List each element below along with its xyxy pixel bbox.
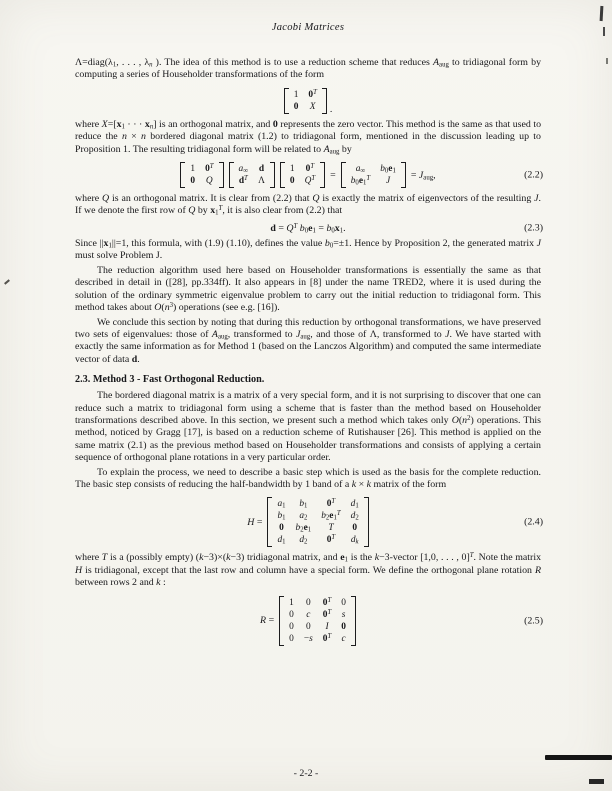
scan-artifact-left-tick (4, 279, 10, 284)
matrix-bracket-right (364, 497, 369, 547)
matrix-cell: 1 (190, 164, 196, 175)
matrix-cell: $d_1$ (277, 535, 286, 547)
matrix-q-right (280, 161, 325, 189)
matrix-cell: 0 (305, 597, 311, 608)
matrix-cell: 1 (289, 164, 295, 175)
equation-2-2 (75, 161, 541, 189)
matrix-cell: 0 (289, 176, 295, 187)
matrix-cell: $0^T$ (305, 162, 315, 175)
paragraph-conclusion-method2: We conclude this section by noting that during this reduction by orthogonal transformations, we have preserved two sets of eigenvalues: those of $A_{aug}$, transformed to $J_{aug}$, and those of Λ, transformed to J. We have started with exactly the same information as for Method 1 (based on the Lanczos Algorithm) and computed the same intermediate vector of data d. (75, 316, 541, 365)
matrix-grid (285, 161, 320, 189)
matrix-cell: $0^T$ (326, 498, 336, 510)
matrix-cell: $a_2$ (299, 511, 308, 523)
matrix-bracket-right (322, 88, 327, 114)
matrix-grid (289, 87, 322, 115)
matrix-cell: $b_0e_1$ (380, 164, 396, 175)
matrix-bracket-right (270, 162, 275, 188)
matrix-cell: J (385, 176, 391, 187)
matrix-r (279, 595, 356, 647)
matrix-grid (272, 496, 363, 548)
matrix-cell: $d_1$ (350, 499, 359, 511)
equation-number-2-3: (2.3) (524, 222, 543, 234)
matrix-cell: $d_k$ (350, 535, 359, 547)
paragraph-orthogonal-x: where $X=[x_1$ · · · $x_n$] is an orthogonal matrix, and 0 represents the zero vector. This method is the same as that used to reduce the n × n bordered diagonal matrix (1.2) to tridiagonal form, mentioned in the discussion leading up to Proposition 1. The resulting tridiagonal form will be related to $A_{aug}$ by (75, 118, 542, 156)
matrix-cell: I (325, 621, 329, 632)
equation-tail: . (329, 103, 333, 115)
running-title: Jacobi Matrices (271, 22, 345, 33)
matrix-h (267, 496, 368, 548)
scan-artifact-bottom-corner (589, 779, 604, 784)
equation-result: = $J_{aug}$, (410, 169, 436, 182)
paragraph-tridiagonal-note: where T is a (possibly empty) (k−3)×(k−3) tridiagonal matrix, and $e_1$ is the k−3-vector [1,0, . . . , 0]$^T$. Note the matrix H is tridiagonal, except that the last row and column have a special form. We define the orthogonal plane rotation R between rows 2 and k : (75, 552, 542, 589)
matrix-cell: 0 (293, 101, 299, 112)
matrix-cell: $a_\infty$ (238, 164, 249, 175)
matrix-cell: $a_1$ (277, 499, 286, 511)
matrix-cell: $0^T$ (322, 632, 332, 644)
equation-row (284, 87, 333, 115)
matrix-grid (234, 161, 270, 189)
matrix-cell: $a_\infty$ (355, 164, 366, 175)
matrix-bracket-right (219, 162, 224, 188)
matrix-cell: c (306, 609, 311, 620)
paragraph-norm-b0: Since $||x_1||=1$, this formula, with (1.9) (1.10), defines the value $b_0=\pm 1$. Hence by Proposition 2, the generated matrix J must solve Problem J. (75, 238, 541, 262)
matrix-cell: 0 (305, 621, 311, 632)
matrix-cell: c (341, 633, 346, 644)
matrix-cell: $d^T$ (238, 174, 248, 187)
equation-number-2-5: (2.5) (524, 615, 543, 627)
equation-row (180, 161, 435, 189)
householder-matrix (284, 87, 327, 115)
equation-lhs: R = (260, 615, 275, 627)
matrix-cell: Q (205, 176, 213, 187)
matrix-cell: 0 (289, 621, 294, 632)
equation-row (260, 595, 356, 647)
matrix-cell: 1 (293, 89, 299, 100)
matrix-bracket-right (401, 162, 406, 188)
matrix-jaug (341, 161, 406, 189)
matrix-cell: d (258, 164, 265, 175)
paragraph-tred2: The reduction algorithm used here based on Householder transformations is essentially the same as that described in detail in ([28], pp.334ff). It also appears in [8] under the name TRED2, where it is used during the solution of the ordinary symmetric eigenvalue problem to carry out the initial reduction to tridiagonal form. This method takes about $O(n^3)$ operations (see e.g. [16]). (75, 264, 541, 314)
paragraph-method3-intro: The bordered diagonal matrix is a matrix of a very special form, and it is not surprising to discover that one can reduce such a matrix to tridiagonal form using a scheme that is faster than the method based on Householder transformations described above. In this section, we present such a method which takes only $O(n^2)$ operations. This method, noticed by Gragg [17], is based on a reduction scheme of Rutishauser [26]. This method is applied on the same matrix (2.1) as the previous method based on Householder transformations and consists of applying a certain sequence of orthogonal plane rotations in a very particular order. (75, 390, 541, 464)
equals-sign: = (330, 169, 336, 181)
matrix-cell: 0 (279, 523, 284, 534)
scan-artifact-bottom-bar (545, 755, 612, 760)
equation-2-4 (75, 496, 541, 548)
equation-2-3 (75, 223, 541, 234)
matrix-cell: 0 (352, 523, 358, 534)
matrix-cell: 0 (341, 621, 346, 632)
matrix-cell: 0 (190, 176, 196, 187)
equation-householder-form (75, 87, 541, 115)
equation-number-2-4: (2.4) (524, 516, 543, 528)
matrix-grid (284, 595, 351, 647)
matrix-cell: $b_0e_1^T$ (350, 174, 371, 187)
matrix-cell: 0 (289, 633, 294, 644)
matrix-q-left (180, 161, 223, 189)
equation-expression: $d = Q^T$ $b_0e_1 = b_0x_1$. (270, 223, 346, 235)
matrix-bracket-right (320, 162, 325, 188)
matrix-cell: $0^T$ (322, 608, 332, 620)
matrix-cell: Λ (258, 176, 265, 187)
matrix-cell: 0 (289, 609, 294, 620)
page-number: - 2-2 - (293, 768, 319, 779)
matrix-cell: $0^T$ (308, 88, 317, 100)
matrix-cell: X (309, 101, 316, 112)
equation-lhs: H = (247, 516, 263, 528)
matrix-cell: $b_2e_1^T$ (321, 510, 341, 523)
section-heading-2-3: 2.3. Method 3 - Fast Orthogonal Reduction. (75, 374, 265, 386)
matrix-cell: $b_1$ (277, 511, 286, 523)
matrix-cell: $d_2$ (350, 511, 359, 523)
scan-artifact-right-top-1 (600, 6, 604, 21)
matrix-grid (185, 161, 218, 189)
paragraph-basic-step: To explain the process, we need to describe a basic step which is used as the basis for the complete reduction. The basic step consists of reducing the half-bandwidth by 1 band of a k × k matrix of the form (75, 466, 541, 490)
equation-row (247, 496, 369, 548)
matrix-cell: $Q^T$ (304, 174, 316, 187)
matrix-cell: $0^T$ (322, 596, 332, 608)
matrix-cell: $0^T$ (205, 162, 214, 175)
matrix-cell: $0^T$ (326, 534, 336, 546)
matrix-cell: s (341, 609, 346, 620)
matrix-cell: $b_1$ (299, 499, 308, 511)
equation-2-5 (75, 595, 541, 647)
matrix-cell: −s (303, 633, 313, 644)
matrix-cell: 0 (341, 597, 346, 608)
matrix-cell: $b_2e_1$ (295, 523, 312, 535)
scan-artifact-right-top-2 (603, 27, 605, 36)
matrix-aug (229, 161, 275, 189)
scan-artifact-right-top-3 (606, 58, 608, 64)
equation-row (270, 223, 345, 234)
matrix-bracket-right (351, 596, 356, 646)
equation-number-2-2: (2.2) (524, 169, 543, 181)
page-content (75, 22, 541, 651)
matrix-grid (346, 161, 401, 189)
matrix-cell: T (328, 523, 334, 534)
matrix-cell: 1 (289, 597, 294, 608)
paragraph-method2-intro: $\Lambda=diag(\lambda_1$, . . . , $\lambda_n$ ). The idea of this method is to use a reduction scheme that reduces $A_{aug}$ to tridiagonal form by computing a series of Householder transformations of the form (75, 57, 542, 81)
matrix-cell: $d_2$ (299, 535, 308, 547)
paragraph-eigenvectors: where Q is an orthogonal matrix. It is clear from (2.2) that Q is exactly the matrix of eigenvectors of the resulting J. If we denote the first row of Q by $x_1^T$, it is also clear from (2.2) that (75, 193, 541, 218)
